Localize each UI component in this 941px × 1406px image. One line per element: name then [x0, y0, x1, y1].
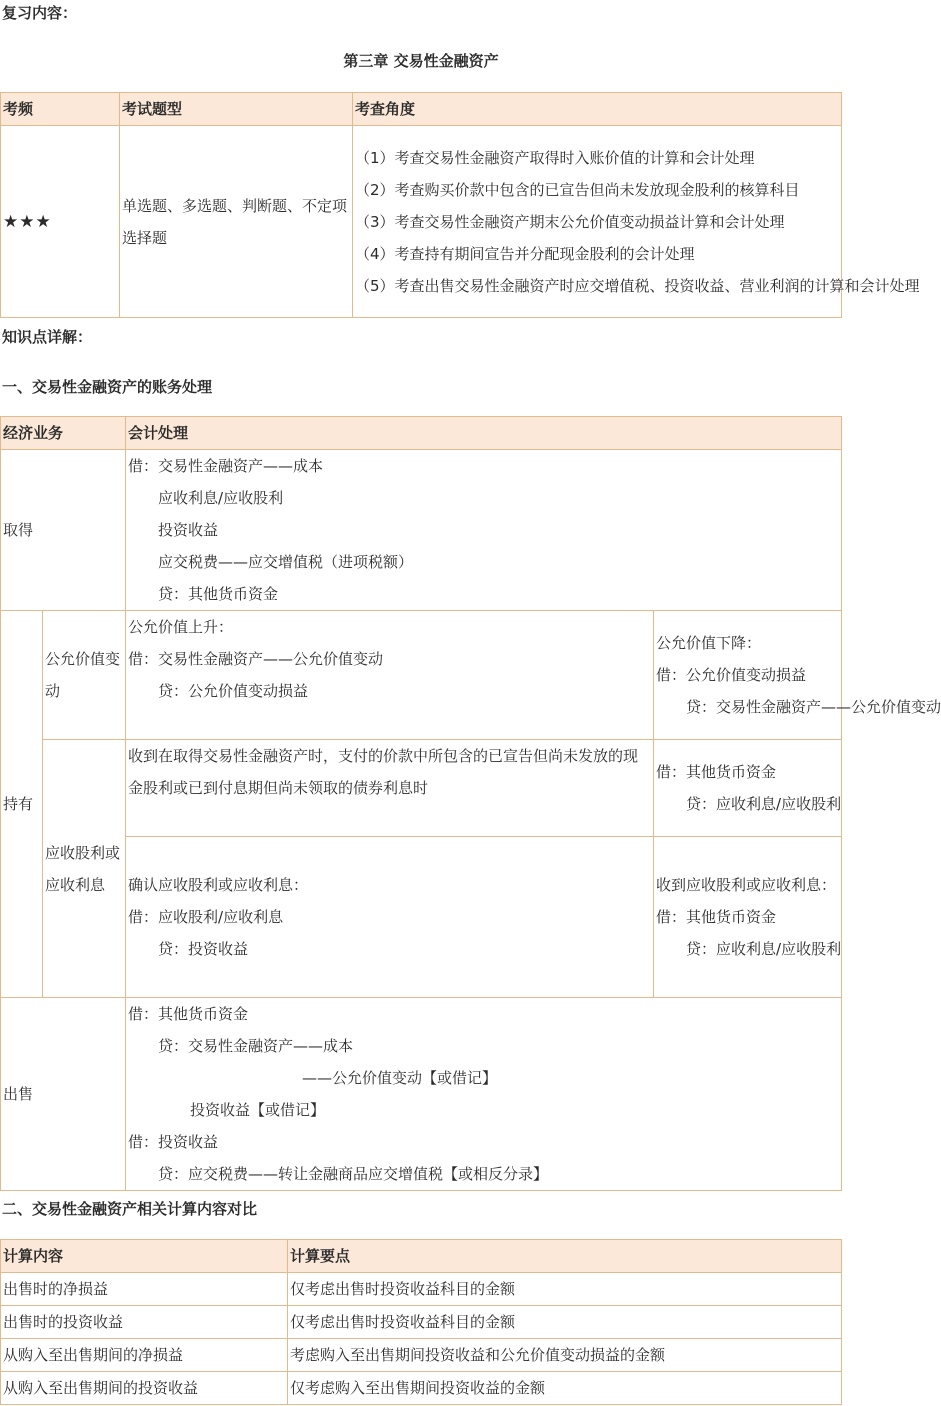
hold-label: 持有	[1, 611, 43, 998]
header-frequency: 考频	[1, 93, 120, 126]
fair-value-up	[126, 611, 654, 740]
calc-point: 考虑购入至出售期间投资收益和公允价值变动损益的金额	[288, 1339, 842, 1372]
entry-line: 借：其他货币资金	[128, 1005, 249, 1023]
section1-title: 一、交易性金融资产的账务处理	[2, 378, 213, 396]
entry-line: 贷：公允价值变动损益	[158, 682, 309, 700]
sell-label: 出售	[1, 998, 126, 1191]
entry-line: 应收利息/应收股利	[158, 489, 284, 507]
entry-line: ——公允价值变动【或借记】	[302, 1069, 498, 1087]
knowledge-label: 知识点详解：	[2, 328, 93, 346]
section2-title: 二、交易性金融资产相关计算内容对比	[2, 1200, 258, 1218]
angle-item: （1）考查交易性金融资产取得时入账价值的计算和会计处理	[355, 148, 755, 167]
header-question-types: 考试题型	[120, 93, 353, 126]
entry-line: 贷：应收利息/应收股利	[686, 940, 842, 958]
sell-entries	[126, 998, 842, 1191]
calc-point: 仅考虑出售时投资收益科目的金额	[288, 1306, 842, 1339]
entry-line: 确认应收股利或应收利息：	[128, 876, 309, 894]
header-business: 经济业务	[1, 417, 126, 450]
header-angles: 考查角度	[353, 93, 842, 126]
table-row	[1, 1372, 842, 1405]
fair-value-down	[654, 611, 941, 740]
accounting-table	[0, 416, 941, 1191]
entry-line: 借：应收股利/应收利息	[128, 908, 284, 926]
angles-list	[353, 126, 920, 318]
calc-content: 出售时的净损益	[1, 1273, 288, 1306]
acquire-entries	[126, 450, 842, 611]
entry-line: 借：投资收益	[128, 1133, 219, 1151]
receivable-row2-right	[654, 837, 842, 998]
header-treatment: 会计处理	[126, 417, 842, 450]
receivable-row1-left: 收到在取得交易性金融资产时，支付的价款中所包含的已宣告但尚未发放的现金股利或已到付息期但尚未领取的债券利息时	[126, 740, 654, 837]
entry-line: 贷：交易性金融资产——成本	[158, 1037, 354, 1055]
receivable-label: 应收股利或应收利息	[43, 740, 126, 998]
entry-line: 公允价值上升：	[128, 618, 234, 636]
angle-item: （3）考查交易性金融资产期末公允价值变动损益计算和会计处理	[355, 212, 785, 231]
comparison-table	[0, 1239, 842, 1405]
table-row	[1, 1273, 842, 1306]
header-calc-content: 计算内容	[1, 1240, 288, 1273]
receivable-row2-left	[126, 837, 654, 998]
chapter-title: 第三章 交易性金融资产	[343, 52, 499, 70]
entry-line: 收到应收股利或应收利息：	[656, 876, 837, 894]
angle-item: （5）考查出售交易性金融资产时应交增值税、投资收益、营业利润的计算和会计处理	[355, 276, 920, 295]
table-row	[1, 1339, 842, 1372]
calc-point: 仅考虑出售时投资收益科目的金额	[288, 1273, 842, 1306]
overview-table	[0, 92, 920, 318]
entry-line: 借：交易性金融资产——公允价值变动	[128, 650, 384, 668]
entry-line: 借：交易性金融资产——成本	[128, 457, 324, 475]
angle-item: （2）考查购买价款中包含的已宣告但尚未发放现金股利的核算科目	[355, 180, 800, 199]
entry-line: 投资收益【或借记】	[190, 1101, 326, 1119]
entry-line: 投资收益	[158, 521, 219, 539]
calc-content: 从购入至出售期间的净损益	[1, 1339, 288, 1372]
entry-line: 借：其他货币资金	[656, 908, 777, 926]
table-row	[1, 1306, 842, 1339]
entry-line: 借：其他货币资金	[656, 763, 777, 781]
question-types: 单选题、多选题、判断题、不定项选择题	[120, 126, 353, 318]
entry-line: 贷：应收利息/应收股利	[686, 795, 842, 813]
calc-point: 仅考虑购入至出售期间投资收益的金额	[288, 1372, 842, 1405]
header-calc-points: 计算要点	[288, 1240, 842, 1273]
entry-line: 借：公允价值变动损益	[656, 666, 807, 684]
entry-line: 应交税费——应交增值税（进项税额）	[158, 553, 414, 571]
entry-line: 贷：应交税费——转让金融商品应交增值税【或相反分录】	[158, 1165, 549, 1183]
fair-value-label: 公允价值变动	[43, 611, 126, 740]
frequency-stars: ★★★	[1, 126, 120, 318]
entry-line: 贷：其他货币资金	[158, 585, 279, 603]
acquire-label: 取得	[1, 450, 126, 611]
entry-line: 公允价值下降：	[656, 634, 762, 652]
calc-content: 从购入至出售期间的投资收益	[1, 1372, 288, 1405]
entry-line: 贷：投资收益	[158, 940, 249, 958]
receivable-row1-right	[654, 740, 842, 837]
review-label: 复习内容：	[2, 4, 78, 22]
entry-line: 贷：交易性金融资产——公允价值变动	[686, 698, 941, 716]
calc-content: 出售时的投资收益	[1, 1306, 288, 1339]
angle-item: （4）考查持有期间宣告并分配现金股利的会计处理	[355, 244, 695, 263]
